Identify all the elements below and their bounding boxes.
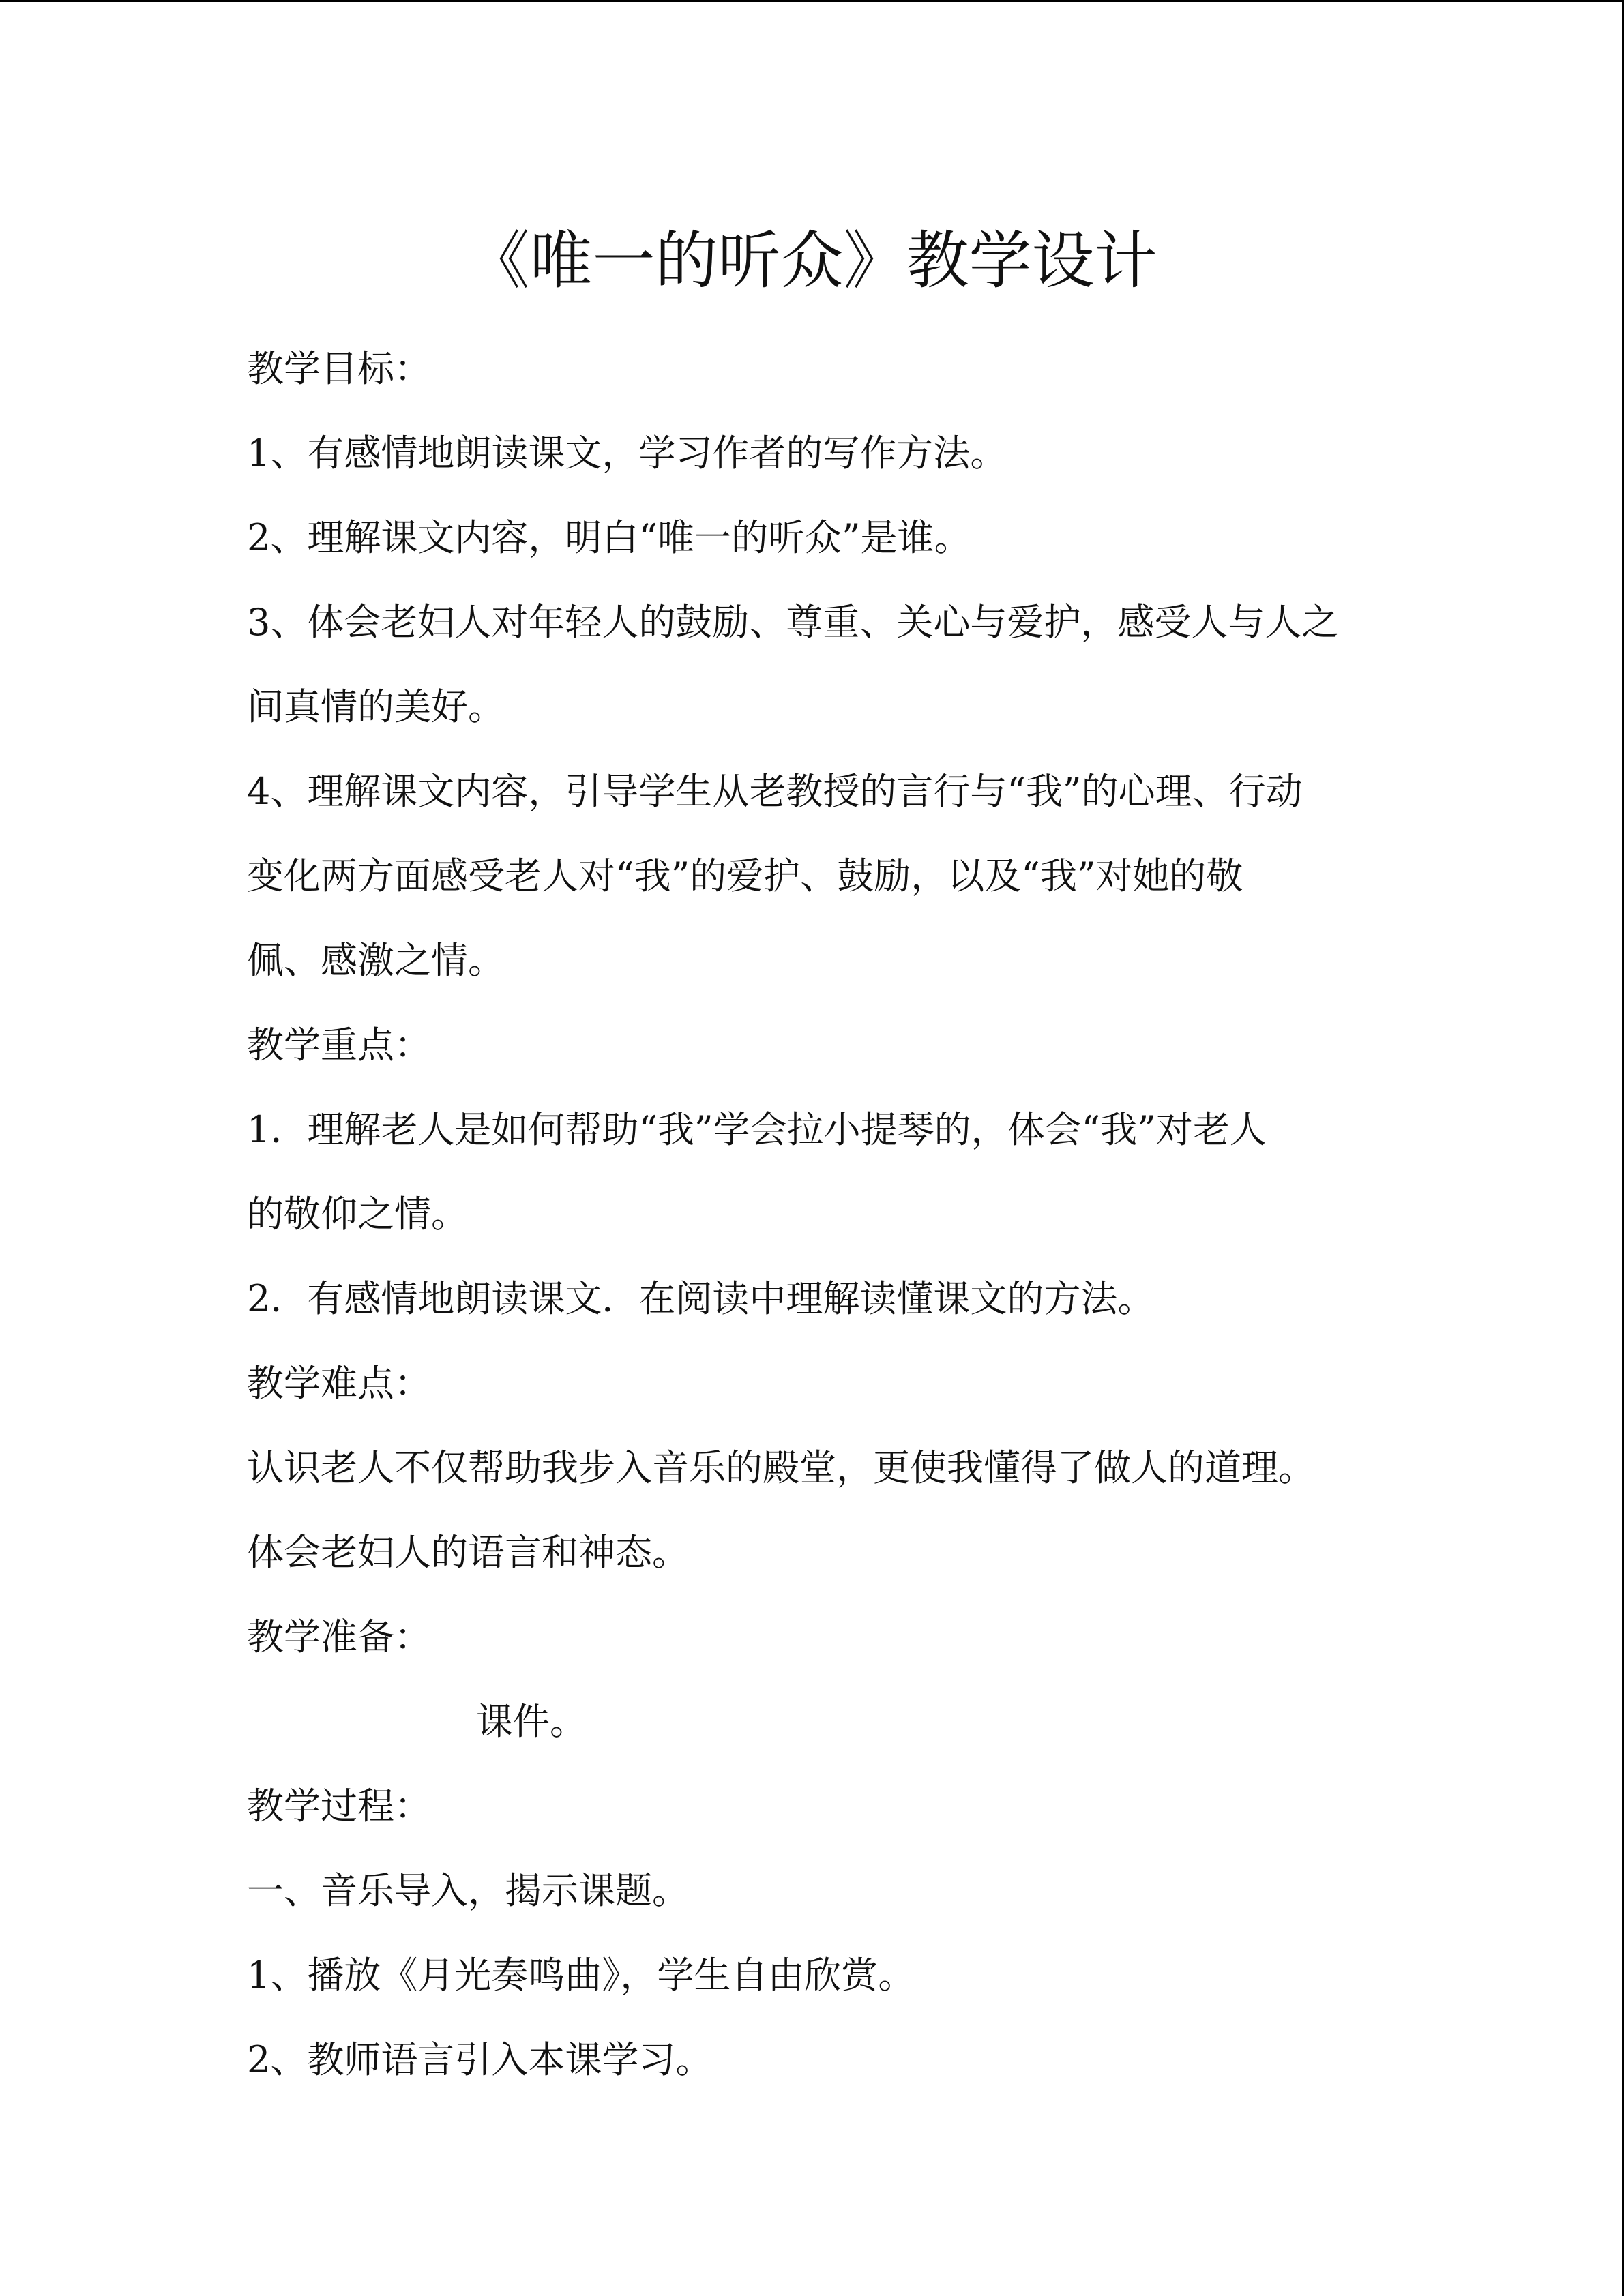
difficulty-2: 体会老妇人的语言和神态。	[247, 1531, 689, 1574]
key-point-2: 2．有感情地朗读课文．在阅读中理解读懂课文的方法。	[247, 1277, 1155, 1320]
process-item-2: 2、教师语言引入本课学习。	[247, 2038, 713, 2081]
objective-2: 2、理解课文内容，明白“唯一的听众”是谁。	[247, 516, 971, 559]
objective-4-line-1: 4、理解课文内容，引导学生从老教授的言行与“我”的心理、行动	[247, 770, 1303, 813]
section-heading-preparation: 教学准备：	[247, 1615, 431, 1658]
section-heading-process: 教学过程：	[247, 1785, 431, 1828]
section-heading-key-points: 教学重点：	[247, 1024, 431, 1067]
objective-3-line-1: 3、体会老妇人对年轻人的鼓励、尊重、关心与爱护，感受人与人之	[247, 601, 1339, 644]
key-point-1-line-2: 的敬仰之情。	[247, 1193, 468, 1236]
process-item-1: 1、播放《月光奏鸣曲》，学生自由欣赏。	[247, 1954, 915, 1997]
objective-4-line-3: 佩、感激之情。	[247, 939, 505, 982]
section-heading-difficulties: 教学难点：	[247, 1362, 431, 1405]
preparation-item: 课件。	[476, 1700, 587, 1743]
document-title: 《唯一的听众》教学设计	[467, 224, 1157, 297]
process-step-heading: 一、音乐导入，揭示课题。	[247, 1869, 689, 1912]
objective-1: 1、有感情地朗读课文，学习作者的写作方法。	[247, 432, 1007, 475]
key-point-1-line-1: 1．理解老人是如何帮助“我”学会拉小提琴的，体会“我”对老人	[247, 1108, 1267, 1151]
objective-3-line-2: 间真情的美好。	[247, 685, 505, 728]
difficulty-1: 认识老人不仅帮助我步入音乐的殿堂，更使我懂得了做人的道理。	[247, 1446, 1315, 1489]
objective-4-line-2: 变化两方面感受老人对“我”的爱护、鼓励，以及“我”对她的敬	[247, 854, 1243, 897]
section-heading-objectives: 教学目标：	[247, 347, 431, 390]
